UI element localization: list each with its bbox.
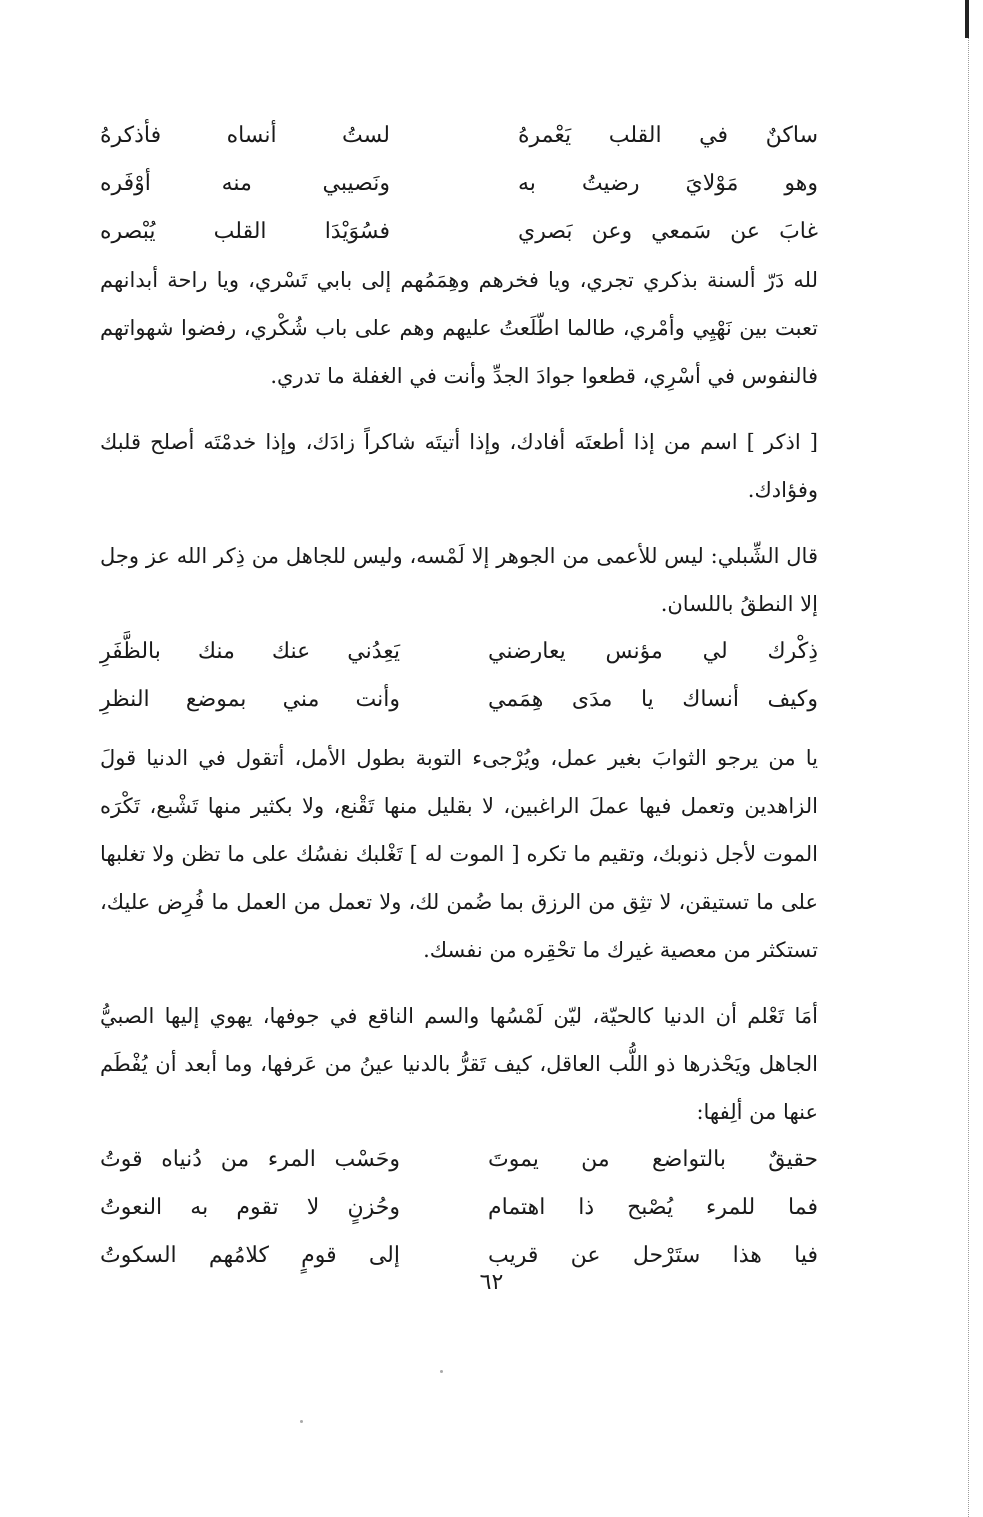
scan-edge-mark <box>965 0 969 38</box>
verse-line <box>100 112 818 160</box>
verse-first-hemistich: حقيقٌ بالتواضع من يموتَ <box>488 1147 818 1172</box>
paragraph: قال الشِّبلي: ليس للأعمى من الجوهر إلا لَمْسه، وليس للجاهل من ذِكر الله عز وجل إلا النطقُ باللسان. <box>100 544 818 616</box>
verse-second-hemistich: إلى قومٍ كلامُهم السكوتُ <box>100 1243 400 1268</box>
verse-first-hemistich: فيا هذا ستَرْحل عن قريب <box>488 1243 818 1268</box>
paragraph: لله دَرّ ألسنة بذكري تجري، ويا فخرهم وهِمَمُهم إلى بابي تَسْري، ويا راحة أبدانهم تعبت بين نَهْيِي وأمْري، طالما اطّلَعتُ عليهم وهم على باب شُكْري، رفضوا شهواتهم فالنفوس في أسْرِي، قطعوا جوادَ الجدِّ وأنت في الغفلة ما تدري. <box>100 268 818 388</box>
verse-first-hemistich: وهو مَوْلايَ رضيتُ به <box>518 171 818 196</box>
verse-line <box>100 1184 818 1232</box>
scan-speck <box>300 1420 303 1423</box>
verse-first-hemistich: غابَ عن سَمعي وعن بَصري <box>518 219 818 244</box>
verse-line <box>100 676 818 724</box>
verse-first-hemistich: فما للمرء يُصْبح ذا اهتمام <box>488 1195 818 1220</box>
verse-first-hemistich: ساكنٌ في القلب يَعْمرهُ <box>518 123 818 148</box>
verse-first-hemistich: وكيف أنساك يا مدَى هِمَمي <box>488 687 818 712</box>
verse-line <box>100 628 818 676</box>
verse-second-hemistich: فسُوَيْدَا القلب يُبْصره <box>100 219 390 244</box>
poem-block-2 <box>100 628 818 724</box>
verse-line <box>100 1136 818 1184</box>
verse-second-hemistich: ونَصيبي منه أوْفَره <box>100 171 390 196</box>
paragraph: أمَا تَعْلم أن الدنيا كالحيّة، ليّن لَمْسُها والسم الناقع في جوفها، يهوي إليها الصبيُّ الجاهل ويَحْذرها ذو اللُّب العاقل، كيف تَقرُّ بالدنيا عينُ من عَرفها، وما أبعد أن يُفْطَم عنها من ألِفها: <box>100 1004 818 1124</box>
verse-second-hemistich: وحُزنٍ لا تقوم به النعوتُ <box>100 1195 400 1220</box>
verse-second-hemistich: يَعِدُني عنك منك بالظَّفَرِ <box>100 639 400 664</box>
verse-second-hemistich: وحَسْب المرء من دُنياه قوتُ <box>100 1147 400 1172</box>
verse-first-hemistich: ذِكْرك لي مؤنس يعارضني <box>488 639 818 664</box>
paragraph: يا من يرجو الثوابَ بغير عمل، ويُرْجىء التوبة بطول الأمل، أتقول في الدنيا قولَ الزاهدين وتعمل فيها عملَ الراغبين، لا بقليل منها تَقْنع، ولا بكثير منها تَشْبع، تَكْرَه الموت لأجل ذنوبك، وتقيم ما تكره [ الموت له ] تَغْلبك نفسُك على ما تظن ولا تغلبها على ما تستيقن، لا تثِق من الرزق بما ضُمن لك، ولا تعمل من العمل ما فُرِض عليك، تستكثر من معصية غيرك ما تحْقِره من نفسك. <box>100 746 818 962</box>
verse-second-hemistich: لستُ أنساه فأذكرهُ <box>100 123 390 148</box>
paragraph: [ اذكر ] اسم من إذا أطعتَه أفادك، وإذا أتيتَه شاكراً زادَك، وإذا خدمْتَه أصلح قلبك وفؤادك. <box>100 430 818 502</box>
scan-speck <box>440 1370 443 1373</box>
page-number: ٦٢ <box>479 1270 504 1295</box>
verse-line <box>100 160 818 208</box>
verse-second-hemistich: وأنت مني بموضع النظرِ <box>100 687 400 712</box>
page-body <box>100 112 818 1280</box>
poem-block-1 <box>100 112 818 256</box>
verse-line <box>100 208 818 256</box>
poem-block-3 <box>100 1136 818 1280</box>
